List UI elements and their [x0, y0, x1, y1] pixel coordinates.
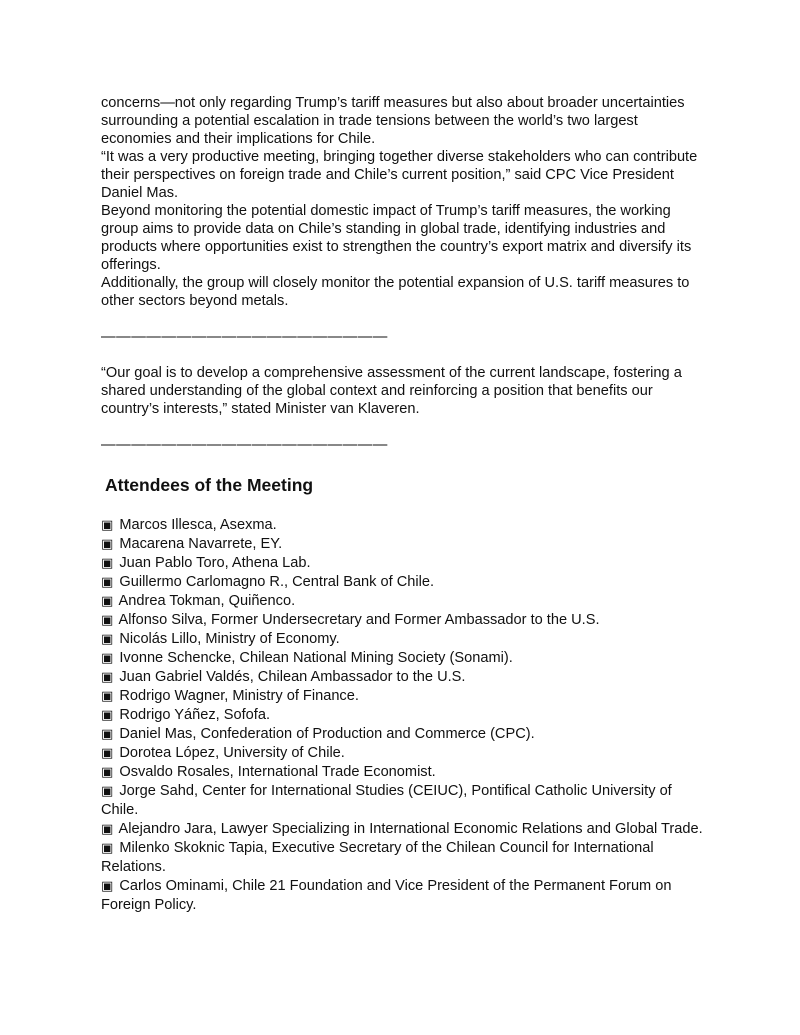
attendee-item	[101, 763, 711, 782]
square-bullet-icon: ▣	[101, 784, 114, 799]
square-bullet-icon: ▣	[101, 518, 114, 533]
attendee-text: Milenko Skoknic Tapia, Executive Secretary of the Chilean Council for International Relations.	[101, 840, 654, 875]
attendee-text: Andrea Tokman, Quiñenco.	[118, 593, 296, 609]
attendee-text: Daniel Mas, Confederation of Production and Commerce (CPC).	[119, 726, 535, 742]
attendee-item	[101, 535, 711, 554]
attendee-item	[101, 706, 711, 725]
attendee-item	[101, 820, 711, 839]
attendee-text: Alejandro Jara, Lawyer Specializing in International Economic Relations and Global Trade.	[118, 821, 703, 837]
square-bullet-icon: ▣	[101, 822, 114, 837]
body-paragraph: Additionally, the group will closely monitor the potential expansion of U.S. tariff measures to other sectors beyond metals.	[101, 275, 690, 309]
square-bullet-icon: ▣	[101, 841, 114, 856]
attendee-text: Dorotea López, University of Chile.	[119, 745, 345, 761]
square-bullet-icon: ▣	[101, 670, 114, 685]
attendee-item	[101, 668, 711, 687]
square-bullet-icon: ▣	[101, 879, 114, 894]
attendee-item	[101, 630, 711, 649]
body-paragraph: Beyond monitoring the potential domestic impact of Trump’s tariff measures, the working group aims to provide data on Chile’s standing in global trade, identifying industries and products where opportunities exist to strengthen the country’s export matrix and diversify its offerings.	[101, 203, 692, 273]
square-bullet-icon: ▣	[101, 594, 114, 609]
square-bullet-icon: ▣	[101, 575, 114, 590]
attendee-item	[101, 877, 711, 915]
quote-paragraph: “Our goal is to develop a comprehensive assessment of the current landscape, fostering a shared understanding of the global context and reinforcing a position that benefits our country’s interests,” stated Minister van Klaveren.	[101, 365, 682, 417]
attendee-text: Ivonne Schencke, Chilean National Mining Society (Sonami).	[119, 650, 513, 666]
square-bullet-icon: ▣	[101, 632, 114, 647]
attendee-text: Marcos Illesca, Asexma.	[119, 517, 277, 533]
attendee-text: Rodrigo Yáñez, Sofofa.	[119, 707, 270, 723]
attendee-item	[101, 782, 711, 820]
attendee-text: Macarena Navarrete, EY.	[119, 536, 283, 552]
attendee-item	[101, 611, 711, 630]
body-paragraph: concerns—not only regarding Trump’s tariff measures but also about broader uncertainties surrounding a potential escalation in trade tensions between the world’s two largest economies and their implications for Chile.	[101, 95, 685, 147]
attendee-item	[101, 516, 711, 535]
square-bullet-icon: ▣	[101, 613, 114, 628]
square-bullet-icon: ▣	[101, 727, 114, 742]
square-bullet-icon: ▣	[101, 537, 114, 552]
attendee-item	[101, 687, 711, 706]
attendees-heading: Attendees of the Meeting	[105, 475, 314, 495]
attendee-text: Carlos Ominami, Chile 21 Foundation and Vice President of the Permanent Forum on Foreign Policy.	[101, 878, 672, 913]
square-bullet-icon: ▣	[101, 746, 114, 761]
attendee-text: Jorge Sahd, Center for International Studies (CEIUC), Pontifical Catholic University of Chile.	[101, 783, 672, 818]
section-divider: ———————————————————	[101, 437, 388, 453]
attendee-text: Juan Pablo Toro, Athena Lab.	[119, 555, 311, 571]
attendee-text: Rodrigo Wagner, Ministry of Finance.	[119, 688, 359, 704]
square-bullet-icon: ▣	[101, 765, 114, 780]
attendee-text: Juan Gabriel Valdés, Chilean Ambassador to the U.S.	[119, 669, 466, 685]
attendee-item	[101, 725, 711, 744]
attendee-text: Alfonso Silva, Former Undersecretary and Former Ambassador to the U.S.	[118, 612, 600, 628]
body-paragraph: “It was a very productive meeting, bringing together diverse stakeholders who can contribute their perspectives on foreign trade and Chile’s current position,” said CPC Vice President Daniel Mas.	[101, 149, 698, 201]
attendee-item	[101, 554, 711, 573]
square-bullet-icon: ▣	[101, 651, 114, 666]
attendee-item	[101, 839, 711, 877]
attendee-item	[101, 744, 711, 763]
attendee-item	[101, 649, 711, 668]
attendee-item	[101, 573, 711, 592]
document-page	[101, 94, 711, 915]
square-bullet-icon: ▣	[101, 689, 114, 704]
attendee-list	[101, 516, 711, 915]
section-divider: ———————————————————	[101, 329, 388, 345]
attendee-text: Nicolás Lillo, Ministry of Economy.	[119, 631, 340, 647]
attendee-text: Osvaldo Rosales, International Trade Economist.	[119, 764, 436, 780]
square-bullet-icon: ▣	[101, 708, 114, 723]
attendee-item	[101, 592, 711, 611]
attendee-text: Guillermo Carlomagno R., Central Bank of Chile.	[119, 574, 435, 590]
square-bullet-icon: ▣	[101, 556, 114, 571]
